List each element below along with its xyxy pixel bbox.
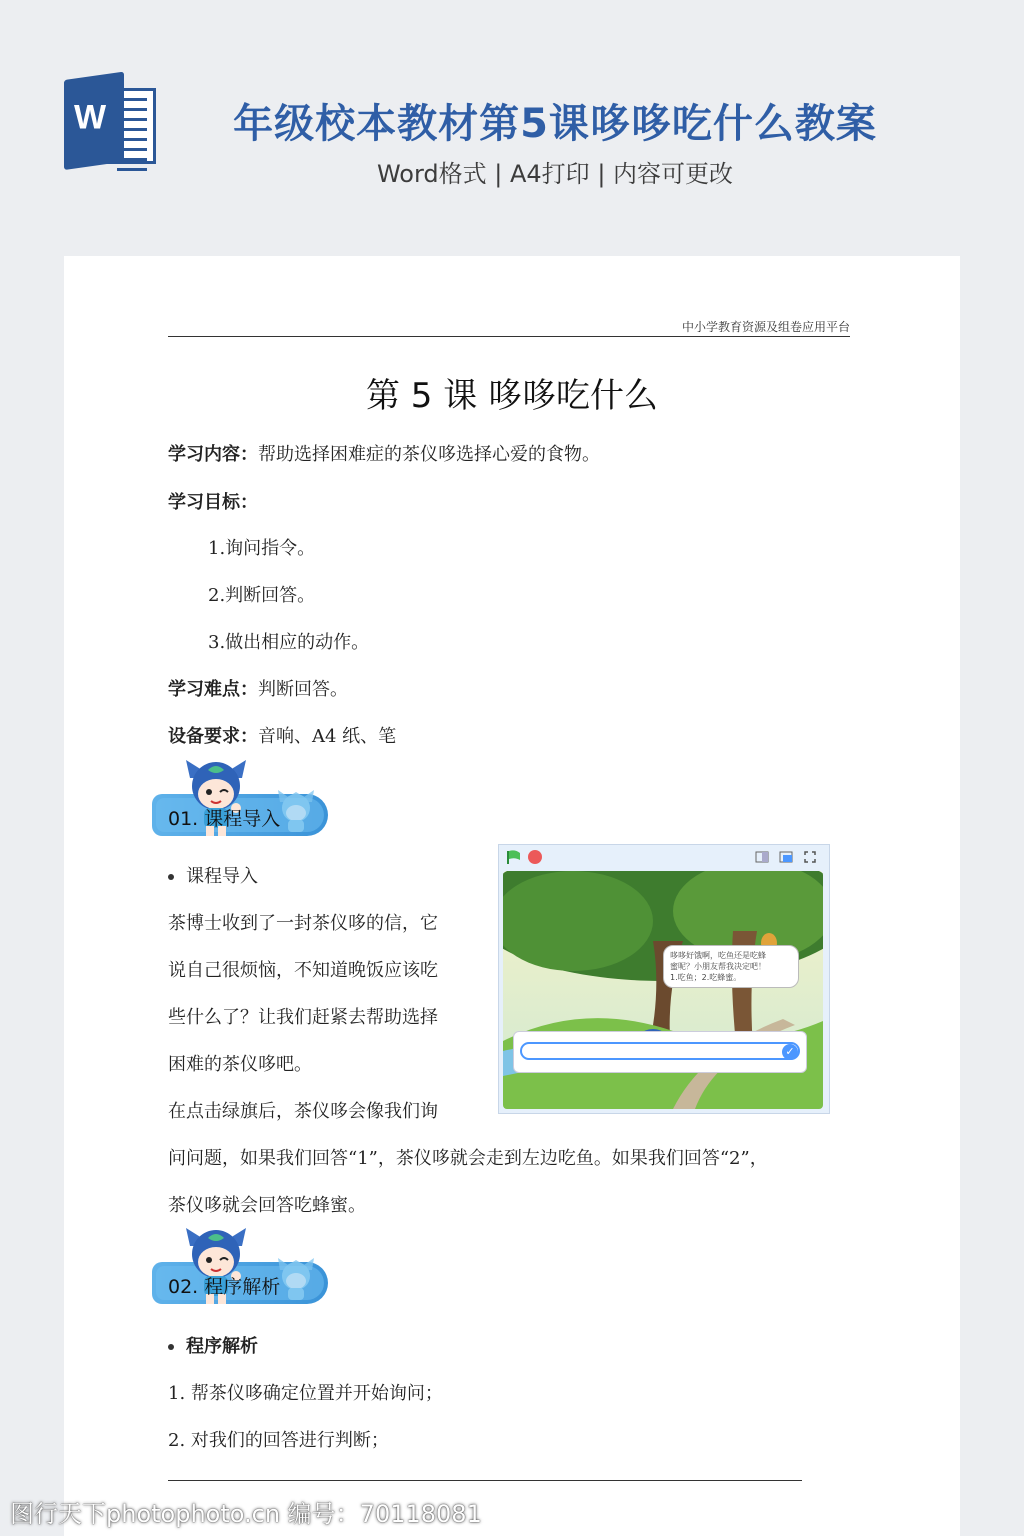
goals-label: 学习目标： [168, 492, 258, 513]
stop-icon [527, 849, 543, 865]
scratch-stage-image [498, 844, 830, 1114]
equipment-paragraph [168, 722, 396, 748]
document-page [64, 256, 960, 1536]
bullet-text: 课程导入 [186, 866, 258, 887]
speech-line: 蜜呢？小朋友帮我决定吧！ [670, 962, 766, 971]
content-text: 帮助选择困难症的茶仪哆选择心爱的食物。 [258, 444, 600, 465]
speech-line: 哆哆好饿啊，吃鱼还是吃蜂 [670, 951, 766, 960]
stage-scene [503, 871, 823, 1109]
goal-item: 1.询问指令。 [208, 538, 316, 559]
ask-prompt-box [513, 1031, 807, 1073]
section-heading-1 [152, 756, 330, 838]
header-text: 中小学教育资源及组卷应用平台 [681, 320, 850, 334]
difficulty-text: 判断回答。 [258, 679, 348, 700]
footer-rule [168, 1480, 802, 1481]
check-icon: ✓ [782, 1044, 798, 1060]
stage-toolbar [499, 845, 829, 869]
content-label: 学习内容： [168, 444, 258, 465]
intro-line: 些什么了？让我们赶紧去帮助选择 [168, 1007, 438, 1028]
header-rule [168, 336, 850, 337]
green-flag-icon [505, 849, 521, 865]
mascot-small-icon [276, 1256, 316, 1302]
fullscreen-icon [803, 850, 817, 864]
word-logo-letter: W [73, 98, 107, 137]
answer-input [520, 1042, 800, 1060]
step-item: 2. 对我们的回答进行判断； [168, 1430, 389, 1451]
intro-line: 问问题，如果我们回答“1”，茶仪哆就会走到左边吃鱼。如果我们回答“2”， [168, 1148, 768, 1169]
bullet-text: 程序解析 [186, 1336, 258, 1357]
document-title: 第 5 课 哆哆吃什么 [365, 376, 659, 416]
normal-stage-icon [779, 850, 793, 864]
bullet-icon [168, 1344, 174, 1350]
content-paragraph [168, 440, 600, 466]
bullet-item [168, 1332, 258, 1358]
bullet-icon [168, 874, 174, 880]
intro-line: 茶博士收到了一封茶仪哆的信，它 [168, 913, 438, 934]
speech-bubble [663, 945, 799, 988]
small-stage-icon [755, 850, 769, 864]
difficulty-paragraph [168, 675, 348, 701]
intro-line: 困难的茶仪哆吧。 [168, 1054, 312, 1075]
bullet-item [168, 862, 258, 888]
speech-line: 1.吃鱼；2.吃蜂蜜。 [670, 973, 742, 982]
difficulty-label: 学习难点： [168, 679, 258, 700]
section-heading-label: 01. 课程导入 [168, 808, 281, 830]
section-heading-2 [152, 1224, 330, 1306]
banner-title: 年级校本教材第5课哆哆吃什么教案 [233, 101, 877, 147]
intro-line: 茶仪哆就会回答吃蜂蜜。 [168, 1195, 366, 1216]
equipment-label: 设备要求： [168, 726, 258, 747]
goals-heading [168, 488, 258, 514]
goal-item: 3.做出相应的动作。 [208, 632, 370, 653]
banner-subtitle: Word格式 | A4打印 | 内容可更改 [376, 160, 734, 188]
word-logo-icon [64, 80, 156, 170]
intro-line: 在点击绿旗后，茶仪哆会像我们询 [168, 1101, 438, 1122]
equipment-text: 音响、A4 纸、笔 [258, 726, 397, 747]
goal-item: 2.判断回答。 [208, 585, 316, 606]
mascot-small-icon [276, 788, 316, 834]
intro-line: 说自己很烦恼，不知道晚饭应该吃 [168, 960, 438, 981]
step-item: 1. 帮茶仪哆确定位置并开始询问； [168, 1383, 443, 1404]
section-heading-label: 02. 程序解析 [168, 1276, 281, 1298]
watermark: 图行天下photophoto.cn 编号：70118081 [10, 1500, 482, 1528]
